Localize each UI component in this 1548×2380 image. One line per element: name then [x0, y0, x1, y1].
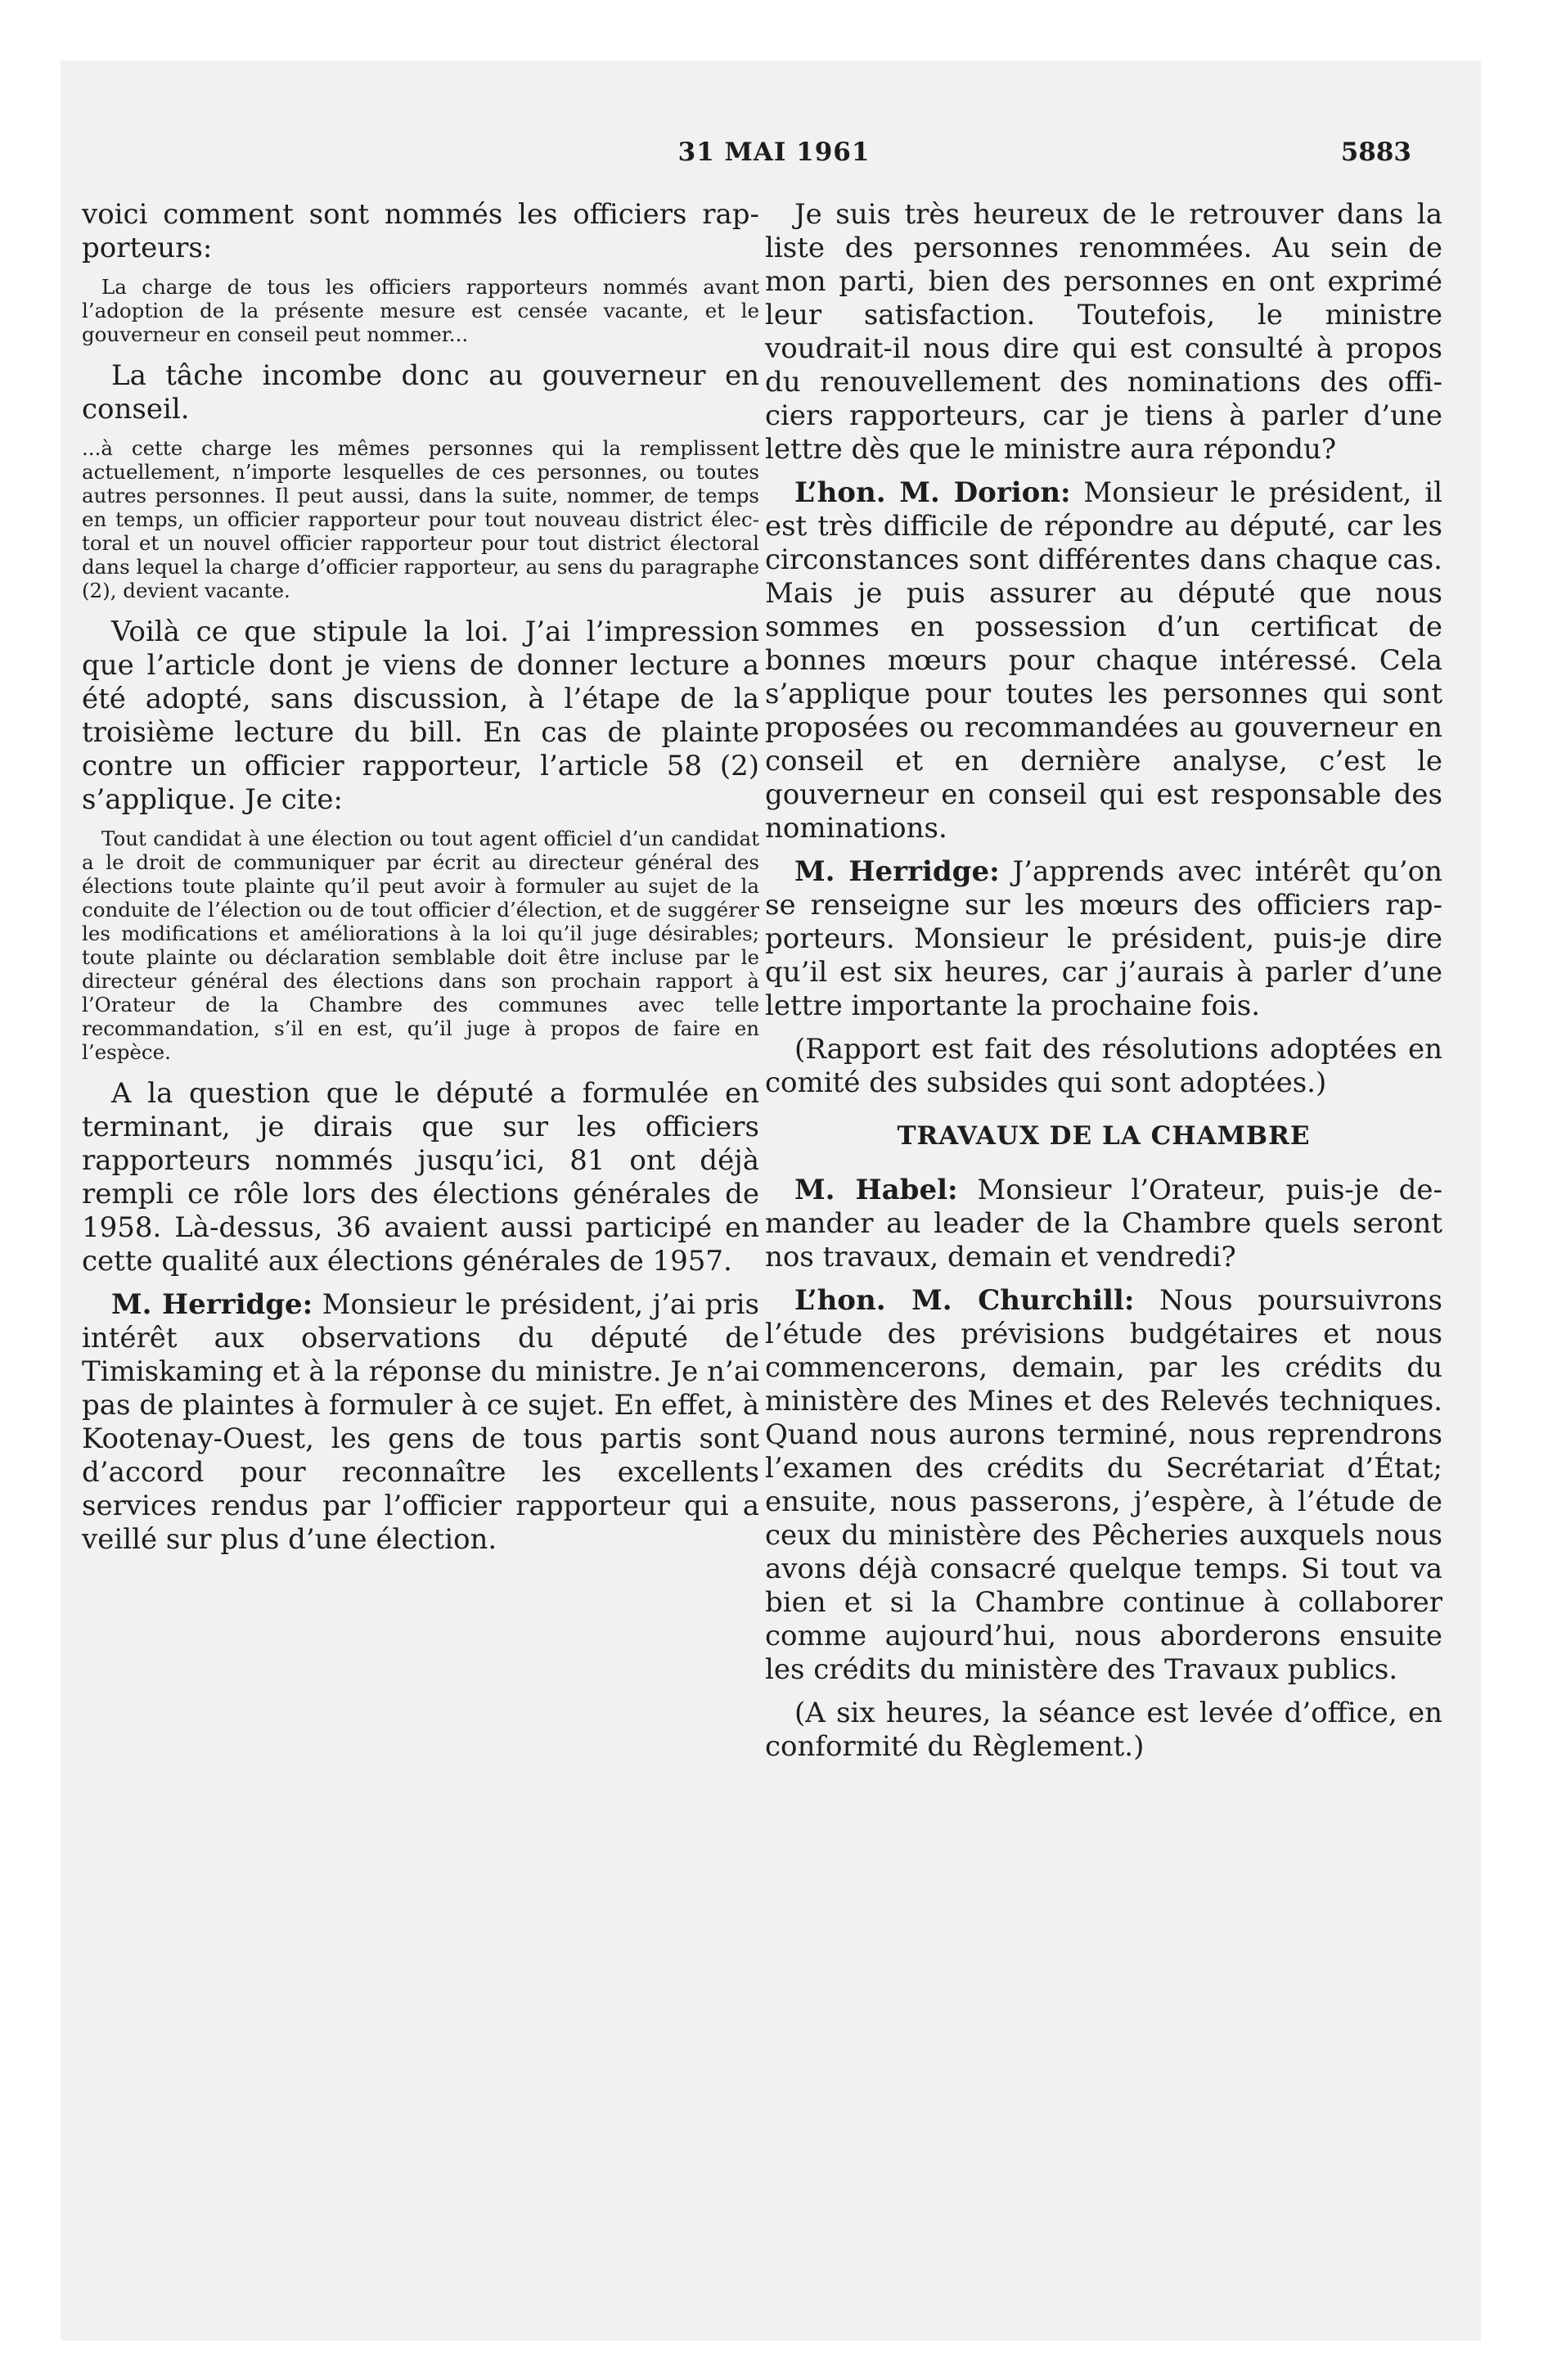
paragraph: voici comment sont nommés les officiers rapporteurs:: [82, 198, 759, 264]
speaker-name: M. Habel:: [794, 1174, 958, 1206]
quotation: ...à cette charge les mêmes personnes qui la remplissent actuellement, n’importe lesquelles de ces personnes, ou toutes autres personnes. Il peut aussi, dans la suite, nommer, de temps en temps, un officier rapporteur pour tout nouveau district électoral et un nouvel officier rapporteur pour tout district électoral dans lequel la charge d’officier rapporteur, au sens du paragraphe (2), devient vacante.: [82, 436, 759, 602]
speech-text: Monsieur le président, j’ai pris intérêt aux observations du député de Timiskaming et à la réponse du ministre. Je n’ai pas de plaintes à formuler à ce sujet. En effet, à Kootenay-Ouest, les gens de tous partis sont d’accord pour reconnaître les excellents services rendus par l’officier rapporteur qui a veillé sur plus d’une élection.: [82, 1288, 760, 1556]
paragraph: Voilà ce que stipule la loi. J’ai l’impression que l’article dont je viens de donner lecture a été adopté, sans discussion, à l’étape de la troisième lecture du bill. En cas de plainte contre un officier rapporteur, l’article 58 (2) s’applique. Je cite:: [82, 615, 759, 816]
speech-paragraph: [765, 855, 1442, 1023]
section-heading: TRAVAUX DE LA CHAMBRE: [897, 1121, 1311, 1151]
speech-paragraph: [765, 1284, 1442, 1687]
quotation: Tout candidat à une élection ou tout agent officiel d’un candidat a le droit de communiquer par écrit au directeur général des élections toute plainte qu’il peut avoir à formuler au sujet de la conduite de l’élection ou de tout officier d’élection, et de suggérer les modifications et améliorations à la loi qu’il juge désirables; toute plainte ou déclaration semblable doit être incluse par le directeur général des élections dans son prochain rapport à l’Orateur de la Chambre des communes avec telle recommandation, s’il en est, qu’il juge à propos de faire en l’espèce.: [82, 827, 759, 1064]
speech-text: Monsieur l’Orateur, puis-je demander au leader de la Chambre quels seront nos travaux, demain et vendredi?: [765, 1174, 1442, 1273]
speaker-name: M. Herridge:: [111, 1288, 313, 1321]
page-number: 5883: [1340, 137, 1411, 167]
left-column: [82, 198, 759, 1566]
speaker-name: M. Herridge:: [794, 855, 1000, 888]
speech-paragraph: [765, 476, 1442, 845]
page-date: 31 MAI 1961: [677, 137, 871, 167]
speech-text: J’apprends avec intérêt qu’on se renseigne sur les mœurs des officiers rapporteurs. Monsieur le président, puis-je dire qu’il est six heures, car j’aurais à parler d’une lettre importante la prochaine fois.: [765, 855, 1442, 1022]
paragraph: (A six heures, la séance est levée d’office, en conformité du Règlement.): [765, 1697, 1442, 1763]
speech-text: Monsieur le président, il est très difficile de répondre au député, car les circonstances sont différentes dans chaque cas. Mais je puis assurer au député que nous sommes en possession d’un certificat de bonnes mœurs pour chaque intéressé. Cela s’applique pour toutes les personnes qui sont proposées ou recommandées au gouverneur en conseil et en dernière analyse, c’est le gouverneur en conseil qui est responsable des nominations.: [765, 476, 1442, 845]
speaker-name: L’hon. M. Dorion:: [794, 476, 1071, 509]
speech-paragraph: [765, 1174, 1442, 1274]
paragraph: La tâche incombe donc au gouverneur en conseil.: [82, 359, 759, 426]
quotation: La charge de tous les officiers rapporteurs nommés avant l’adoption de la présente mesure est censée vacante, et le gouverneur en conseil peut nommer...: [82, 275, 759, 346]
paragraph: A la question que le député a formulée en terminant, je dirais que sur les officiers rapporteurs nommés jusqu’ici, 81 ont déjà rempli ce rôle lors des élections générales de 1958. Là-dessus, 36 avaient aussi participé en cette qualité aux élections générales de 1957.: [82, 1077, 759, 1278]
right-column: [765, 198, 1442, 1774]
paragraph: (Rapport est fait des résolutions adoptées en comité des subsides qui sont adoptées.): [765, 1033, 1442, 1099]
speech-paragraph: [82, 1288, 759, 1557]
paragraph: Je suis très heureux de le retrouver dans la liste des personnes renommées. Au sein de mon parti, bien des personnes en ont exprimé leur satisfaction. Toutefois, le ministre voudrait-il nous dire qui est consulté à propos du renouvellement des nominations des officiers rapporteurs, car je tiens à parler d’une lettre dès que le ministre aura répondu?: [765, 198, 1442, 466]
speaker-name: L’hon. M. Churchill:: [794, 1284, 1135, 1317]
speech-text: Nous poursuivrons l’étude des prévisions budgétaires et nous commencerons, demain, par les crédits du ministère des Mines et des Relevés techniques. Quand nous aurons terminé, nous reprendrons l’examen des crédits du Secrétariat d’État; ensuite, nous passerons, j’espère, à l’étude de ceux du ministère des Pêcheries auxquels nous avons déjà consacré quelque temps. Si tout va bien et si la Chambre continue à collaborer comme aujourd’hui, nous aborderons ensuite les crédits du ministère des Travaux publics.: [765, 1284, 1443, 1686]
